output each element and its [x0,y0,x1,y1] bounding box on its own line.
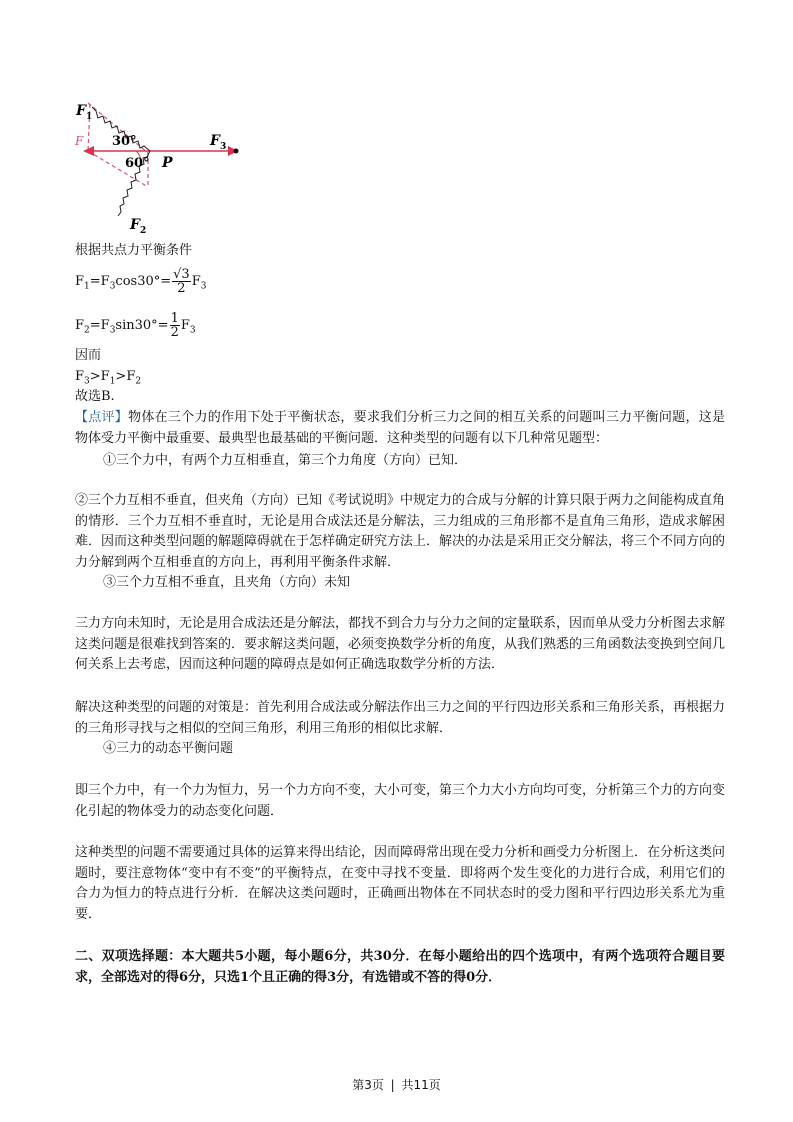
page-footer [0,1076,793,1093]
label-f3-sub: 3 [220,142,227,152]
eq2-fraction [170,312,180,339]
comment-item-4: ④三力的动态平衡问题 [103,741,234,756]
comment-item-3-text: 三力方向未知时，无论是用合成法还是分解法，都找不到合力与分力之间的定量联系，因而单从受力分析图去求解这类问题是很难找到答案的．要求解这类问题，必须变换数学分析的角度，从我们熟悉的三角函数法变换到空间几何关系上去考虑，因而这种问题的障碍点是如何正确选取数学分析的方法． [75,616,726,672]
footer-total: 共11页 [401,1078,441,1092]
footer-separator: | [390,1078,395,1092]
label-f1: F [76,103,86,119]
label-angle-60: 60° [125,156,150,171]
label-angle-30: 30° [112,134,137,149]
eq1-tail: cos30°= [115,274,172,289]
equation-f1 [75,268,206,297]
label-f: F [75,134,84,148]
f3-end-dot [234,149,239,154]
eq2-mid: =F [89,318,110,333]
comment-item-4-text: 即三个力中，有一个力为恒力，另一个力方向不变，大小可变，第三个力大小方向均可变，分析第三个力的方向变化引起的物体受力的动态变化问题． [75,783,726,819]
label-f3: F [210,133,220,149]
eq2-mid-sub: 3 [109,325,116,336]
therefore-text: 因而 [75,348,102,363]
eq1-numerator: √3 [173,267,190,282]
comment-intro [75,408,725,449]
comment-tag: 【点评】 [75,410,129,425]
force-diagram [70,95,250,240]
comment-item-3: ③三个力互相不垂直，且夹角（方向）未知 [103,575,351,590]
eq1-lhs: F [75,274,85,289]
section-2-heading: 二、双项选择题：本大题共5小题，每小题6分，共30分．在每小题给出的四个选项中，有两个选项符合题目要求，全部选对的得6分，只选1个且正确的得3分，有选错或不答的得0分． [75,949,725,985]
result-a: F [75,369,85,384]
eq2-denominator: 2 [170,325,179,340]
label-f2-sub: 2 [140,226,147,236]
eq2-rhs: F [180,318,190,333]
label-point-p: P [162,155,173,171]
eq1-mid: =F [89,274,110,289]
equilibrium-condition: 根据共点力平衡条件 [75,243,193,258]
result-gt2: >F [115,369,136,384]
eq2-lhs: F [75,318,85,333]
result-a-sub: 3 [84,376,90,387]
label-f1-sub: 1 [86,112,93,122]
comment-item-2: ②三个力互相不垂直，但夹角（方向）已知《考试说明》中规定力的合成与分解的计算只限于两力之间能构成直角的情形．三个力互相不垂直时，无论是用合成法还是分解法，三力组成的三角形都不是直角三角形，造成求解困难．因而这种类型问题的解题障碍就在于怎样确定研究方法上．解决的办法是采用正交分解法，将三个不同方向的力分解到两个互相垂直的方向上，再利用平衡条件求解． [75,493,726,570]
eq2-rhs-sub: 3 [189,325,196,336]
comment-item-1: ①三个力中，有两个力互相垂直，第三个力角度（方向）已知． [103,453,468,468]
eq1-lhs-sub: 1 [84,281,90,292]
eq1-rhs: F [191,274,201,289]
comment-intro-text: 物体在三个力的作用下处于平衡状态，要求我们分析三力之间的相互关系的问题叫三力平衡问题，这是物体受力平衡中最重要、最典型也最基础的平衡问题．这种类型的问题有以下几种常见题型： [75,410,725,446]
footer-page: 第3页 [352,1078,384,1092]
comment-item-4-text2: 这种类型的问题不需要通过具体的运算来得出结论，因而障碍常出现在受力分析和画受力分析图上．在分析这类问题时，要注意物体“变中有不变”的平衡特点，在变中寻找不变量．即将两个发生变化的力进行合成，利用它们的合力为恒力的特点进行分析．在解决这类问题时，正确画出物体在不同状态时的受力图和平行四边形关系尤为重要． [75,845,726,922]
eq1-rhs-sub: 3 [200,281,207,292]
result-c-sub: 2 [135,376,142,387]
eq1-mid-sub: 3 [109,281,116,292]
eq1-denominator: 2 [177,281,186,296]
eq2-numerator: 1 [170,311,179,326]
answer-choice: 故选B. [75,389,115,404]
eq2-lhs-sub: 2 [84,325,90,336]
comment-item-3-solution: 解决这种类型的问题的对策是：首先利用合成法或分解法作出三力之间的平行四边形关系和三角形关系，再根据力的三角形寻找与之相似的空间三角形，利用三角形的相似比求解． [75,700,726,736]
eq2-tail: sin30°= [115,318,169,333]
eq1-fraction [172,268,191,295]
result-gt1: >F [89,369,110,384]
equation-f2 [75,312,196,341]
result-b-sub: 1 [109,376,116,387]
label-f2: F [130,217,140,233]
